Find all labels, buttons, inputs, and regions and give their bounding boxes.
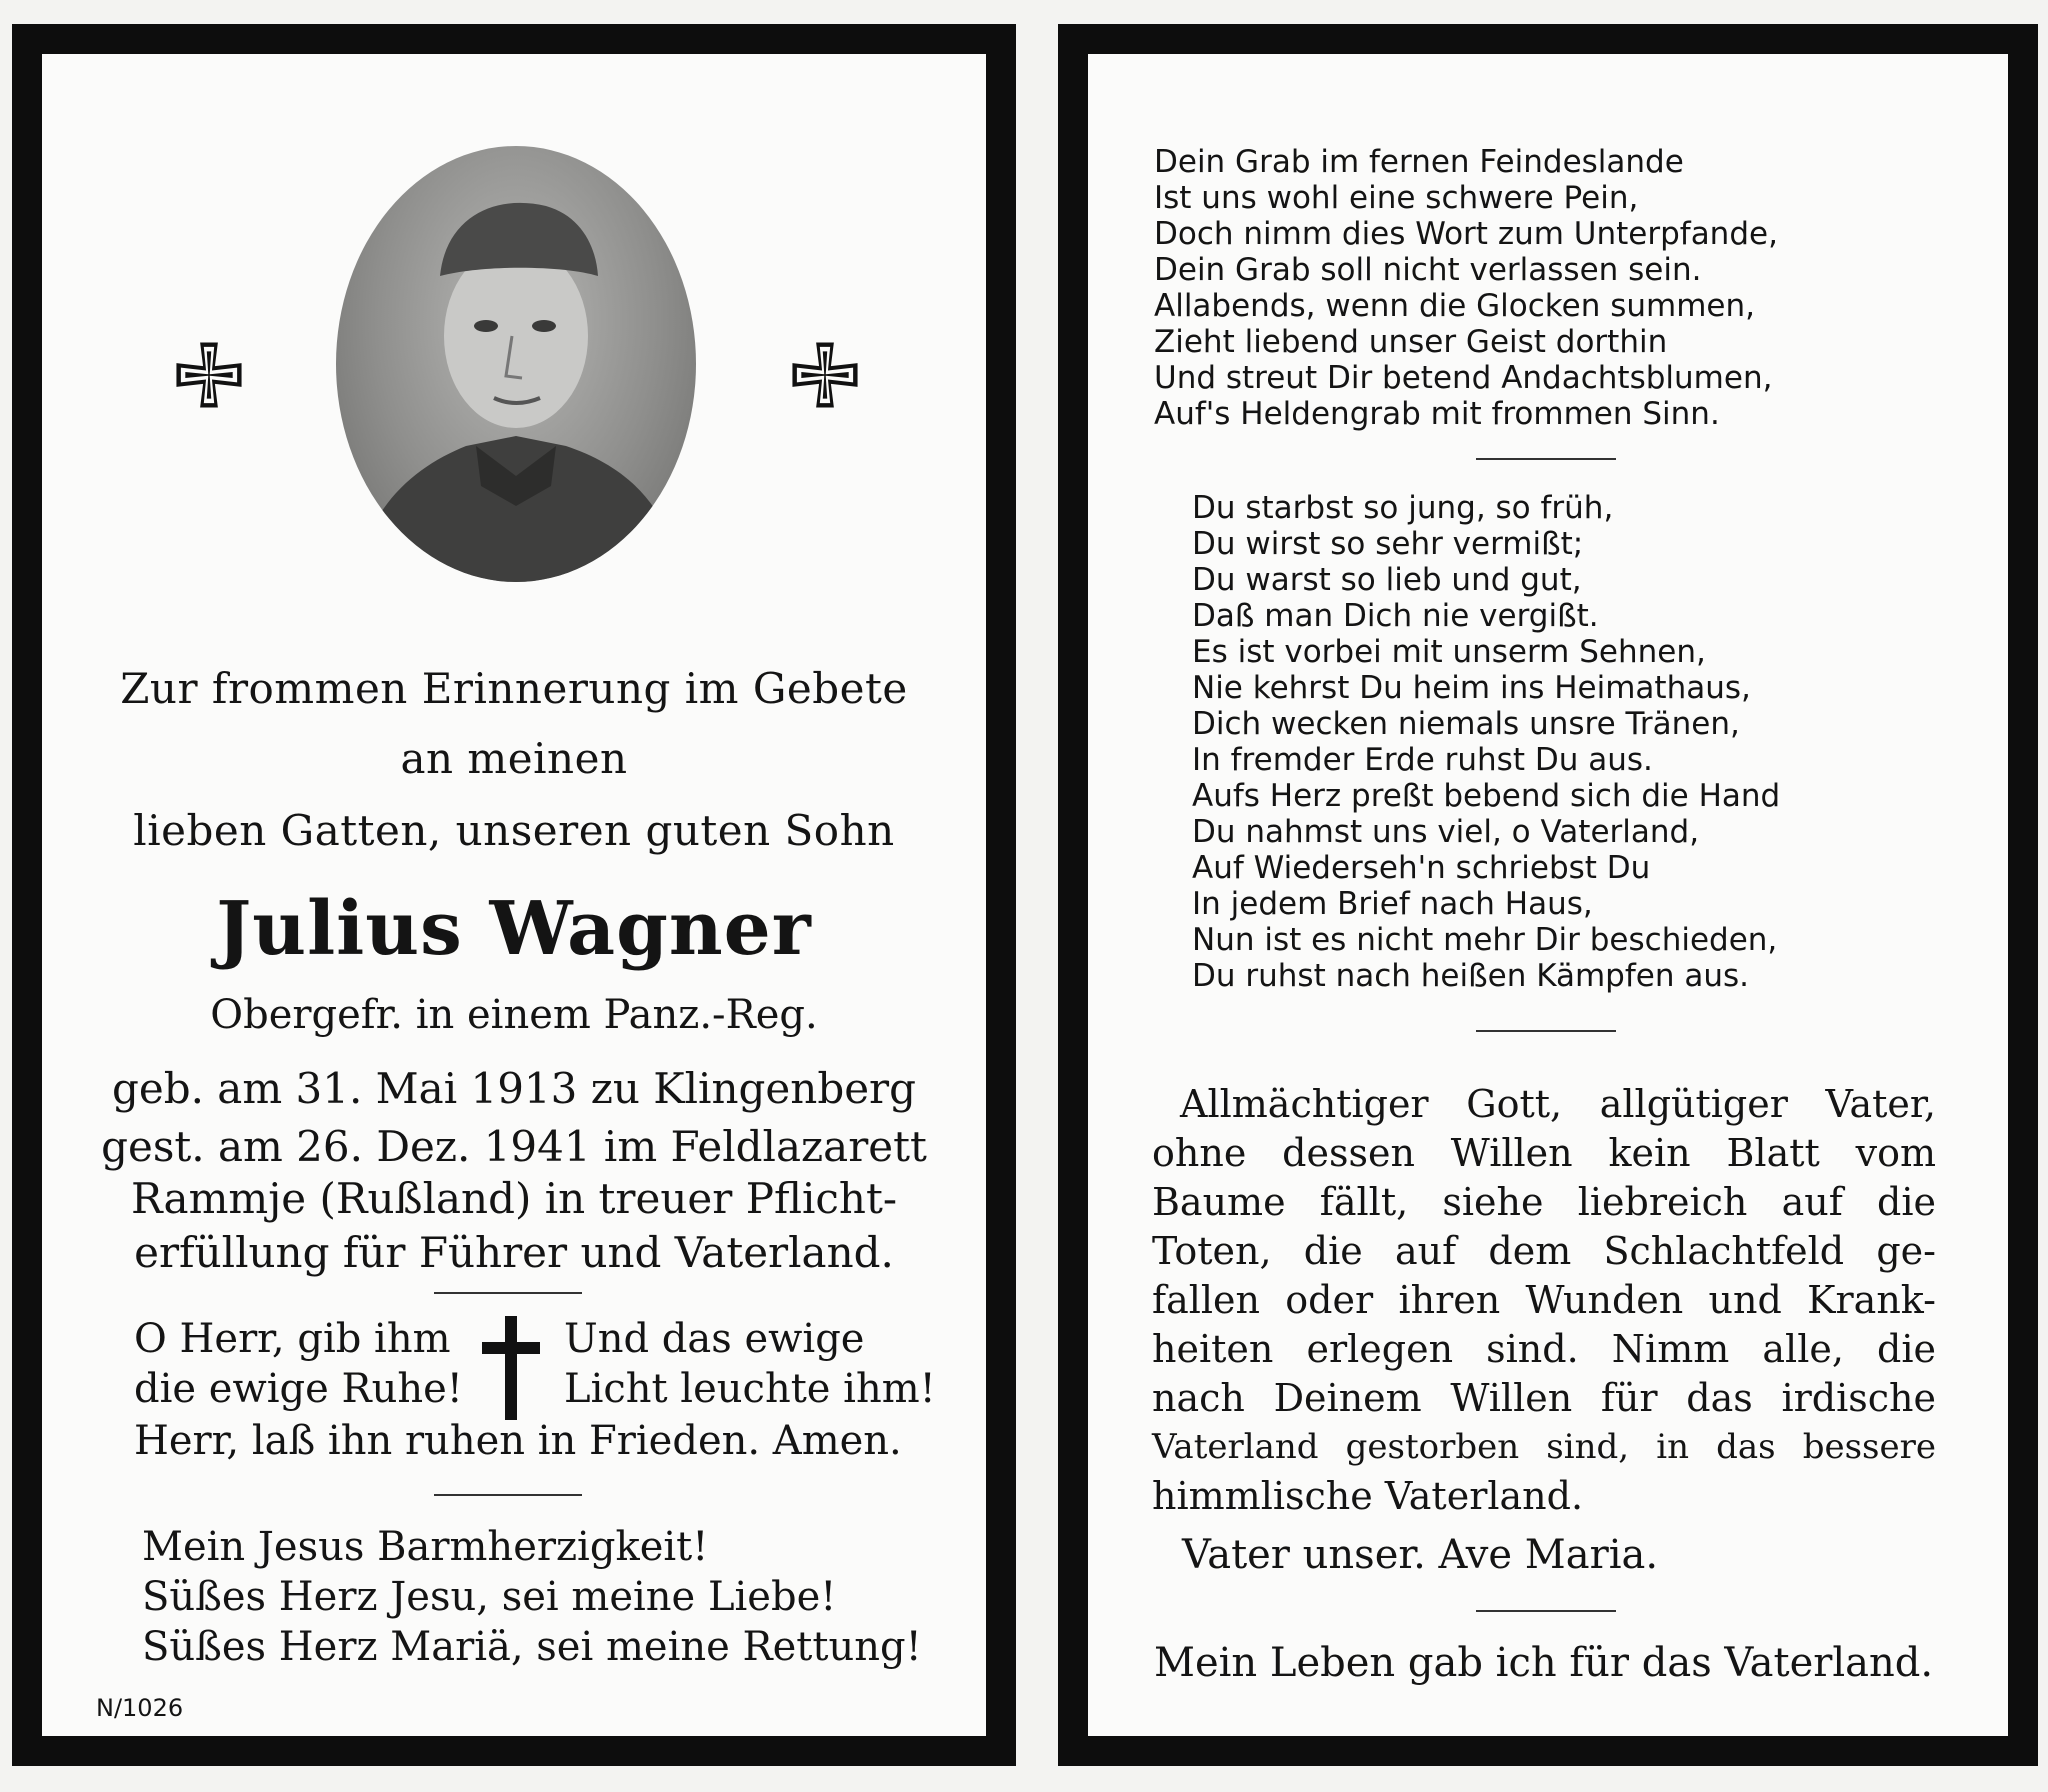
prayer-closing: Herr, laß ihn ruhen in Frieden. Amen. xyxy=(134,1418,902,1464)
poem2-line: Du wirst so sehr vermißt; xyxy=(1192,526,1584,562)
poem2-line: Nie kehrst Du heim ins Heimathaus, xyxy=(1192,670,1751,706)
separator-line xyxy=(434,1494,582,1496)
poem2-line: In jedem Brief nach Haus, xyxy=(1192,886,1593,922)
bio-line-3: Rammje (Rußland) in treuer Pflicht- xyxy=(130,1174,898,1223)
intro-line-3: lieben Gatten, unseren guten Sohn xyxy=(133,806,895,855)
poem2-line: Du ruhst nach heißen Kämpfen aus. xyxy=(1192,958,1749,994)
poem1-line: Dein Grab im fernen Feindeslande xyxy=(1154,144,1684,180)
bio-line-1: geb. am 31. Mai 1913 zu Klingenberg xyxy=(111,1064,917,1113)
poem2-line: Aufs Herz preßt bebend sich die Hand xyxy=(1192,778,1781,814)
prayer-left-2: die ewige Ruhe! xyxy=(134,1366,463,1412)
poem2-line: Nun ist es nicht mehr Dir beschieden, xyxy=(1192,922,1778,958)
portrait-photo xyxy=(336,146,696,582)
prayer-left-1: O Herr, gib ihm xyxy=(134,1316,451,1362)
poem1-line: Und streut Dir betend Andachtsblumen, xyxy=(1154,360,1773,396)
card-reference-number: N/1026 xyxy=(96,1694,184,1722)
poem-stanza-1 xyxy=(1154,144,1778,432)
memorial-card-front xyxy=(12,24,1016,1766)
poem1-line: Auf's Heldengrab mit frommen Sinn. xyxy=(1154,396,1720,432)
intro-line-2: an meinen xyxy=(400,734,628,783)
poem2-line: In fremder Erde ruhst Du aus. xyxy=(1192,742,1653,778)
invocation-3: Süßes Herz Mariä, sei meine Rettung! xyxy=(142,1624,922,1670)
prayer-closing: Vater unser. Ave Maria. xyxy=(1182,1532,1659,1578)
separator-line xyxy=(434,1292,582,1294)
poem2-line: Auf Wiederseh'n schriebst Du xyxy=(1192,850,1651,886)
iron-cross-icon-left xyxy=(172,338,246,412)
bio-line-4: erfüllung für Führer und Vaterland. xyxy=(134,1228,894,1277)
poem2-line: Dich wecken niemals unsre Tränen, xyxy=(1192,706,1740,742)
prayer-line: Vaterland gestorben sind, in das bessere xyxy=(1152,1427,1936,1467)
poem1-line: Allabends, wenn die Glocken summen, xyxy=(1154,288,1755,324)
prayer-line: fallen oder ihren Wunden und Krank- xyxy=(1152,1278,1936,1322)
prayer-line: Toten, die auf dem Schlachtfeld ge- xyxy=(1152,1229,1936,1273)
cross-icon xyxy=(482,1316,540,1420)
poem2-line: Du warst so lieb und gut, xyxy=(1192,562,1582,598)
poem1-line: Zieht liebend unser Geist dorthin xyxy=(1154,324,1668,360)
prayer-paragraph xyxy=(1152,1080,1936,1521)
separator-line xyxy=(1476,1610,1616,1612)
separator-line xyxy=(1476,1030,1616,1032)
memorial-card-back xyxy=(1058,24,2038,1766)
prayer-line: ohne dessen Willen kein Blatt vom xyxy=(1152,1131,1936,1175)
bio-line-2: gest. am 26. Dez. 1941 im Feldlazarett xyxy=(101,1122,927,1171)
deceased-name: Julius Wagner xyxy=(216,886,812,972)
prayer-line: Baume fällt, siehe liebreich auf die xyxy=(1152,1180,1936,1224)
motto: Mein Leben gab ich für das Vaterland. xyxy=(1154,1640,1934,1686)
poem2-line: Daß man Dich nie vergißt. xyxy=(1192,598,1599,634)
poem1-line: Dein Grab soll nicht verlassen sein. xyxy=(1154,252,1702,288)
poem2-line: Es ist vorbei mit unserm Sehnen, xyxy=(1192,634,1706,670)
prayer-right-2: Licht leuchte ihm! xyxy=(564,1366,936,1412)
invocation-2: Süßes Herz Jesu, sei meine Liebe! xyxy=(142,1574,837,1620)
invocation-1: Mein Jesus Barmherzigkeit! xyxy=(142,1524,709,1570)
prayer-line: Allmächtiger Gott, allgütiger Vater, xyxy=(1180,1082,1936,1126)
prayer-line: heiten erlegen sind. Nimm alle, die xyxy=(1152,1327,1936,1371)
iron-cross-icon-right xyxy=(788,338,862,412)
separator-line xyxy=(1476,458,1616,460)
poem-stanza-2 xyxy=(1192,490,1780,994)
prayer-right-1: Und das ewige xyxy=(564,1316,865,1362)
military-rank: Obergefr. in einem Panz.-Reg. xyxy=(210,992,818,1038)
intro-line-1: Zur frommen Erinnerung im Gebete xyxy=(120,664,908,713)
poem1-line: Doch nimm dies Wort zum Unterpfande, xyxy=(1154,216,1778,252)
prayer-line: himmlische Vaterland. xyxy=(1152,1474,1584,1518)
poem1-line: Ist uns wohl eine schwere Pein, xyxy=(1154,180,1639,216)
poem2-line: Du starbst so jung, so früh, xyxy=(1192,490,1614,526)
prayer-line: nach Deinem Willen für das irdische xyxy=(1152,1376,1936,1420)
poem2-line: Du nahmst uns viel, o Vaterland, xyxy=(1192,814,1700,850)
